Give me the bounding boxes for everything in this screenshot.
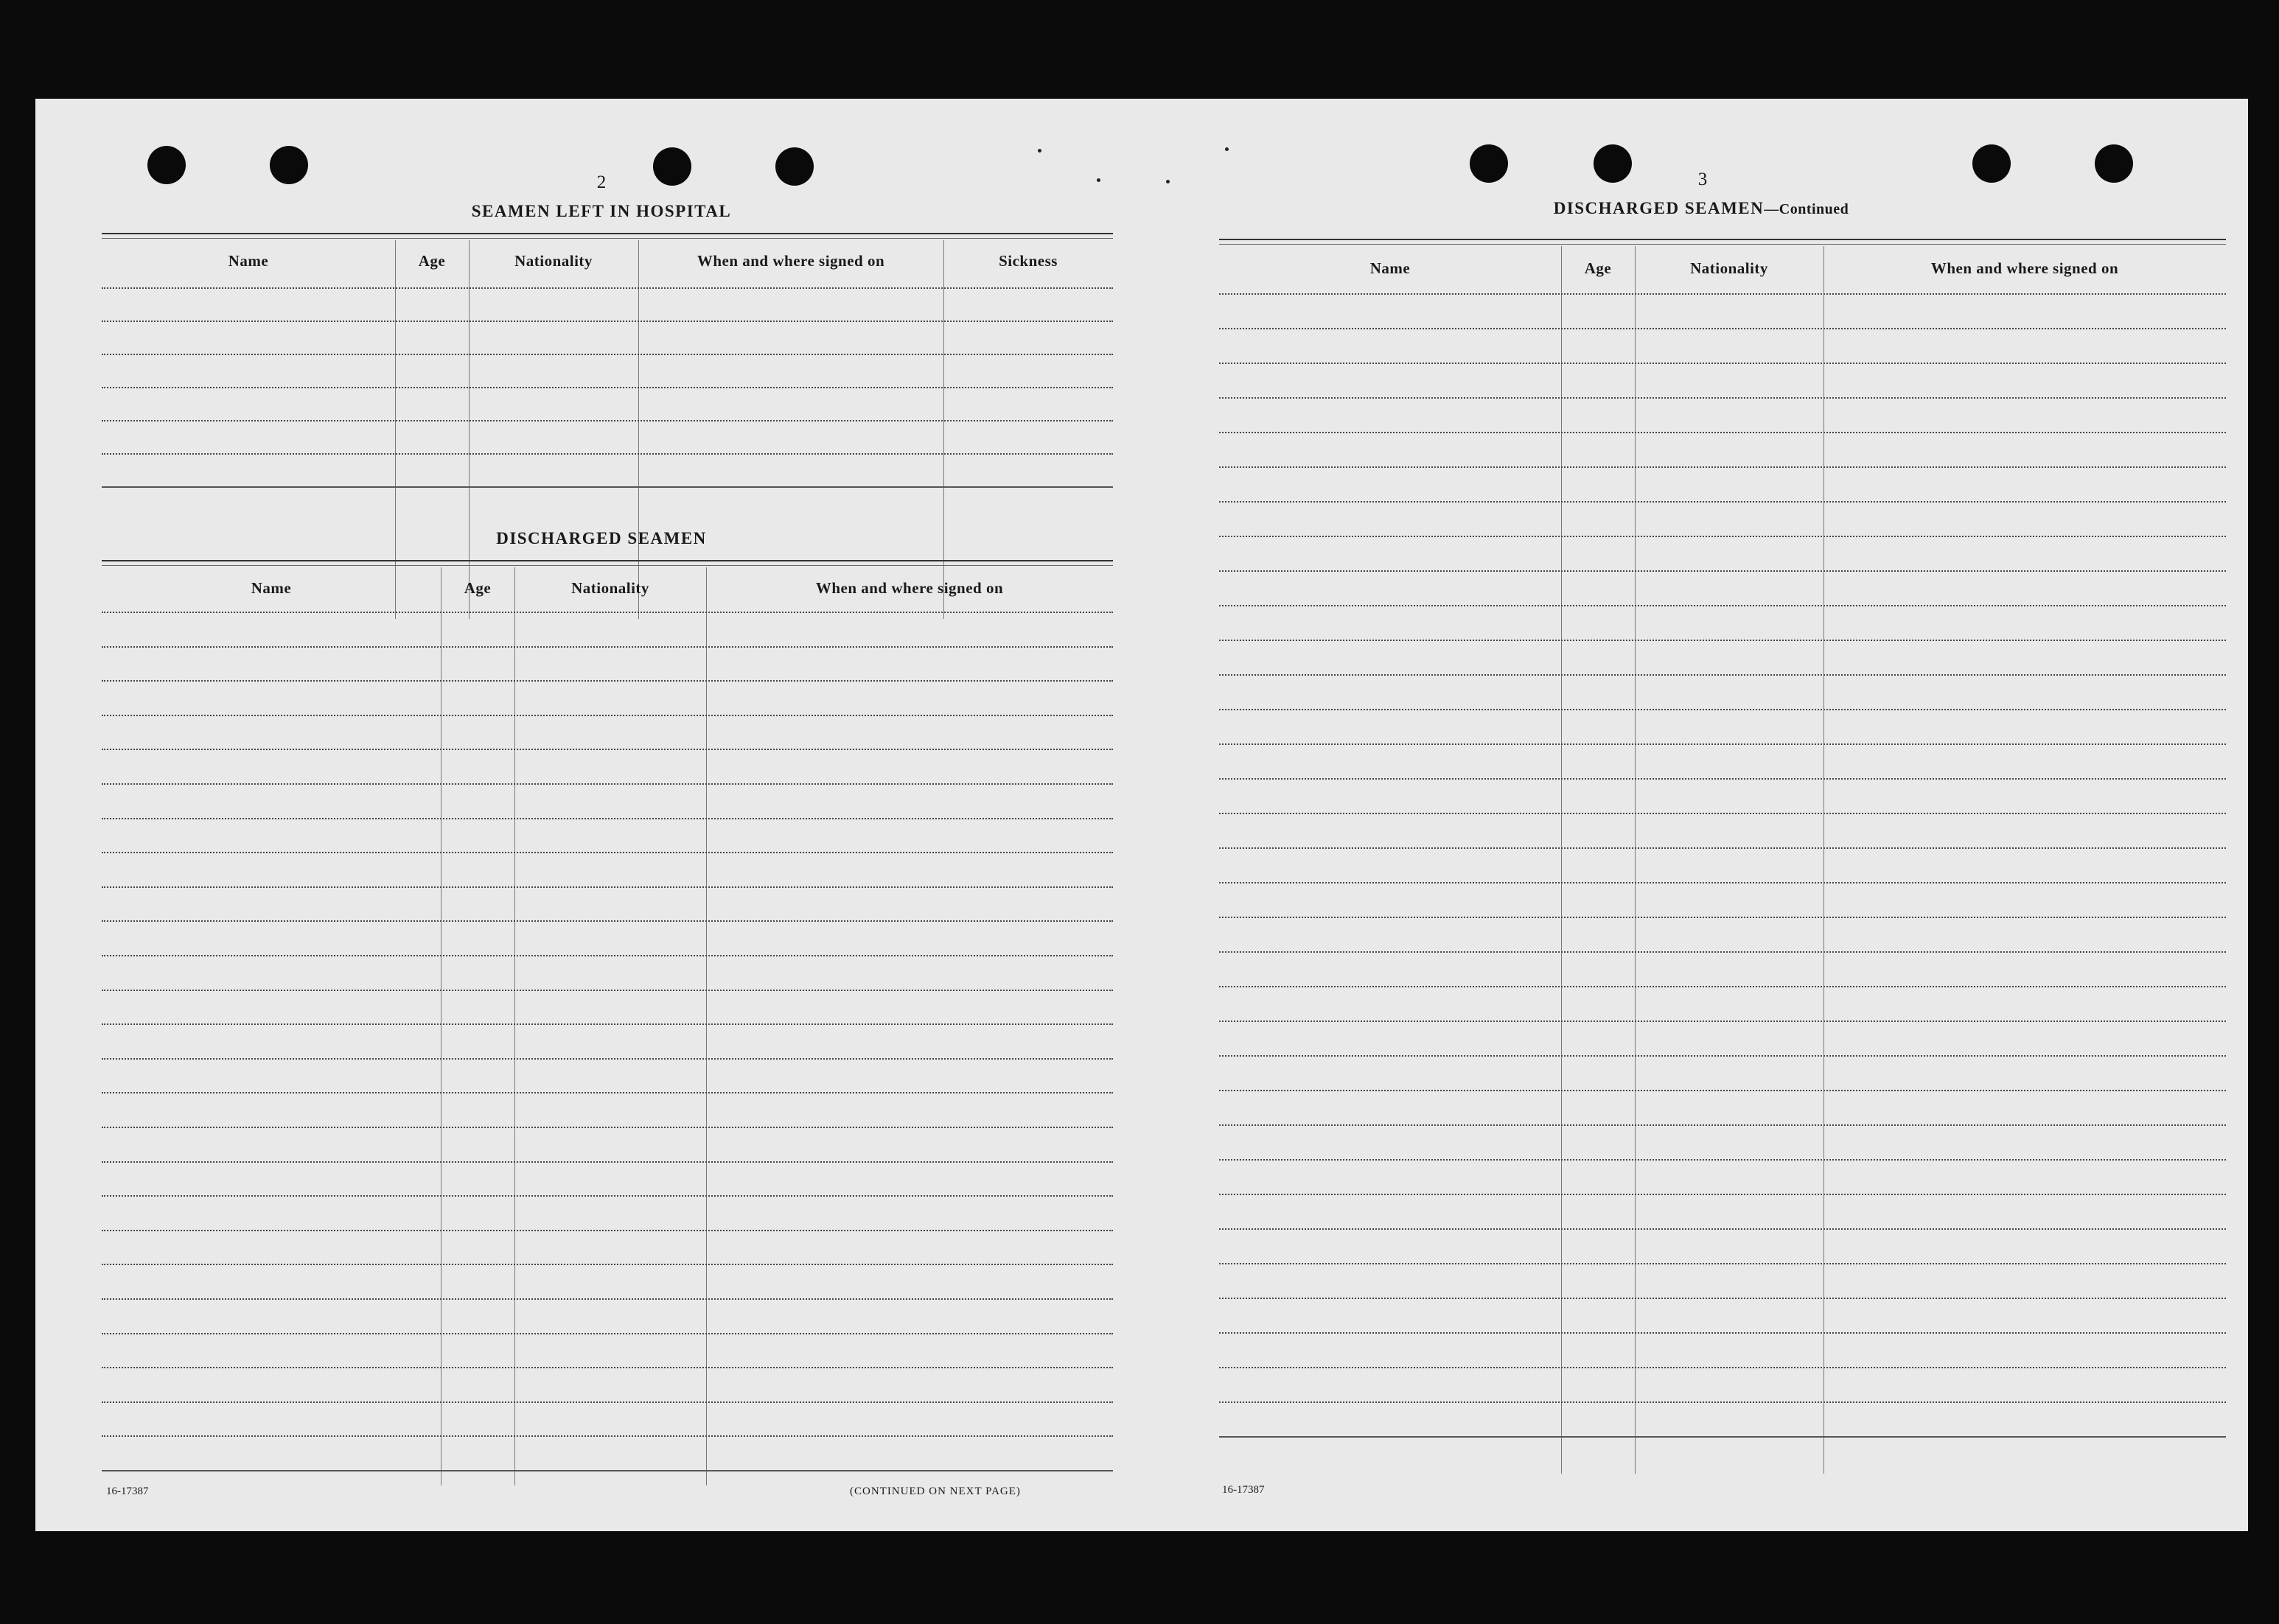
punch-hole bbox=[1470, 144, 1508, 183]
speck bbox=[1225, 147, 1229, 151]
table-row bbox=[102, 852, 1113, 853]
col-header-age: Age bbox=[464, 579, 492, 597]
discharged-continued-title bbox=[1369, 199, 2033, 218]
table-row bbox=[1219, 882, 2226, 883]
punch-hole bbox=[2095, 144, 2133, 183]
col-header-when-where: When and where signed on bbox=[697, 252, 885, 270]
table-row bbox=[1219, 293, 2226, 295]
table-row bbox=[102, 1230, 1113, 1231]
table-row bbox=[1219, 951, 2226, 953]
table-row bbox=[1219, 1124, 2226, 1126]
table-row bbox=[102, 1195, 1113, 1197]
speck bbox=[1097, 178, 1100, 182]
table-row bbox=[1219, 1298, 2226, 1299]
table-row bbox=[1219, 501, 2226, 503]
speck bbox=[1166, 180, 1170, 183]
punch-hole bbox=[1972, 144, 2011, 183]
table-row bbox=[102, 1470, 1113, 1471]
table-row bbox=[102, 886, 1113, 888]
table-row bbox=[102, 715, 1113, 716]
col-header-name: Name bbox=[251, 579, 292, 597]
table-row bbox=[1219, 328, 2226, 329]
table-row bbox=[102, 354, 1113, 355]
table-row bbox=[1219, 536, 2226, 537]
form-number-right: 16-17387 bbox=[1222, 1484, 1265, 1496]
col-header-age: Age bbox=[1584, 259, 1612, 277]
table-row bbox=[102, 680, 1113, 682]
table-row bbox=[1219, 1194, 2226, 1195]
table-row bbox=[1219, 1263, 2226, 1264]
table-row bbox=[1219, 570, 2226, 572]
table-row bbox=[1219, 778, 2226, 780]
col-header-name: Name bbox=[228, 252, 269, 270]
col-header-nationality: Nationality bbox=[571, 579, 649, 597]
table-row bbox=[102, 612, 1113, 613]
speck bbox=[1038, 149, 1041, 153]
table-row bbox=[102, 783, 1113, 785]
table-row bbox=[1219, 743, 2226, 745]
table-row bbox=[1219, 674, 2226, 676]
table-row bbox=[102, 453, 1113, 455]
table-row bbox=[102, 818, 1113, 819]
table-row bbox=[1219, 1436, 2226, 1438]
discharged-continued-table bbox=[1219, 239, 2226, 1477]
col-header-sickness: Sickness bbox=[999, 252, 1058, 270]
table-row bbox=[1219, 1159, 2226, 1161]
table-row bbox=[102, 1161, 1113, 1163]
table-row bbox=[102, 1127, 1113, 1128]
table-row bbox=[102, 486, 1113, 488]
discharged-table bbox=[102, 560, 1113, 1488]
table-row bbox=[1219, 466, 2226, 468]
table-row bbox=[1219, 709, 2226, 710]
col-header-nationality: Nationality bbox=[514, 252, 593, 270]
table-row bbox=[1219, 1021, 2226, 1022]
col-header-name: Name bbox=[1369, 259, 1411, 277]
table-row bbox=[102, 646, 1113, 648]
discharged-continued-suffix: —Continued bbox=[1764, 201, 1849, 217]
col-header-when-where: When and where signed on bbox=[815, 579, 1004, 597]
table-row bbox=[1219, 1401, 2226, 1403]
table-row bbox=[1219, 1090, 2226, 1091]
table-row bbox=[1219, 1367, 2226, 1368]
table-row bbox=[102, 749, 1113, 750]
table-row bbox=[1219, 1332, 2226, 1334]
discharged-section-title: DISCHARGED SEAMEN bbox=[496, 529, 707, 547]
table-row bbox=[1219, 813, 2226, 814]
table-row bbox=[102, 955, 1113, 956]
table-row bbox=[1219, 397, 2226, 399]
col-header-when-where: When and where signed on bbox=[1930, 259, 2119, 277]
table-row bbox=[102, 1058, 1113, 1060]
table-row bbox=[102, 1298, 1113, 1300]
table-row bbox=[102, 321, 1113, 322]
table-row bbox=[102, 1367, 1113, 1368]
table-row bbox=[102, 1092, 1113, 1093]
punch-hole bbox=[147, 146, 186, 184]
table-row bbox=[1219, 847, 2226, 849]
table-row bbox=[102, 1333, 1113, 1334]
table-row bbox=[1219, 363, 2226, 364]
table-row bbox=[102, 990, 1113, 991]
table-row bbox=[102, 1435, 1113, 1437]
form-number-left: 16-17387 bbox=[106, 1485, 149, 1497]
table-row bbox=[1219, 640, 2226, 641]
table-row bbox=[1219, 986, 2226, 987]
table-row bbox=[1219, 1055, 2226, 1057]
discharged-continued-title-main: DISCHARGED SEAMEN bbox=[1553, 199, 1765, 217]
table-row bbox=[1219, 605, 2226, 606]
table-row bbox=[102, 1264, 1113, 1265]
punch-hole bbox=[1594, 144, 1632, 183]
page-number-left: 2 bbox=[596, 172, 607, 192]
table-row bbox=[102, 287, 1113, 289]
table-row bbox=[1219, 432, 2226, 433]
page-number-right: 3 bbox=[1697, 169, 1708, 189]
table-row bbox=[102, 387, 1113, 388]
punch-hole bbox=[270, 146, 308, 184]
form-sheet bbox=[35, 99, 2248, 1531]
col-header-age: Age bbox=[418, 252, 446, 270]
punch-hole bbox=[775, 147, 814, 186]
table-row bbox=[102, 1023, 1113, 1025]
table-row bbox=[1219, 917, 2226, 918]
continued-note: (CONTINUED ON NEXT PAGE) bbox=[850, 1485, 1021, 1497]
table-row bbox=[1219, 1228, 2226, 1230]
hospital-section-title: SEAMEN LEFT IN HOSPITAL bbox=[471, 202, 732, 220]
hospital-table bbox=[102, 233, 1113, 616]
table-row bbox=[102, 420, 1113, 421]
punch-hole bbox=[653, 147, 691, 186]
table-row bbox=[102, 1401, 1113, 1403]
table-row bbox=[102, 920, 1113, 922]
col-header-nationality: Nationality bbox=[1690, 259, 1768, 277]
